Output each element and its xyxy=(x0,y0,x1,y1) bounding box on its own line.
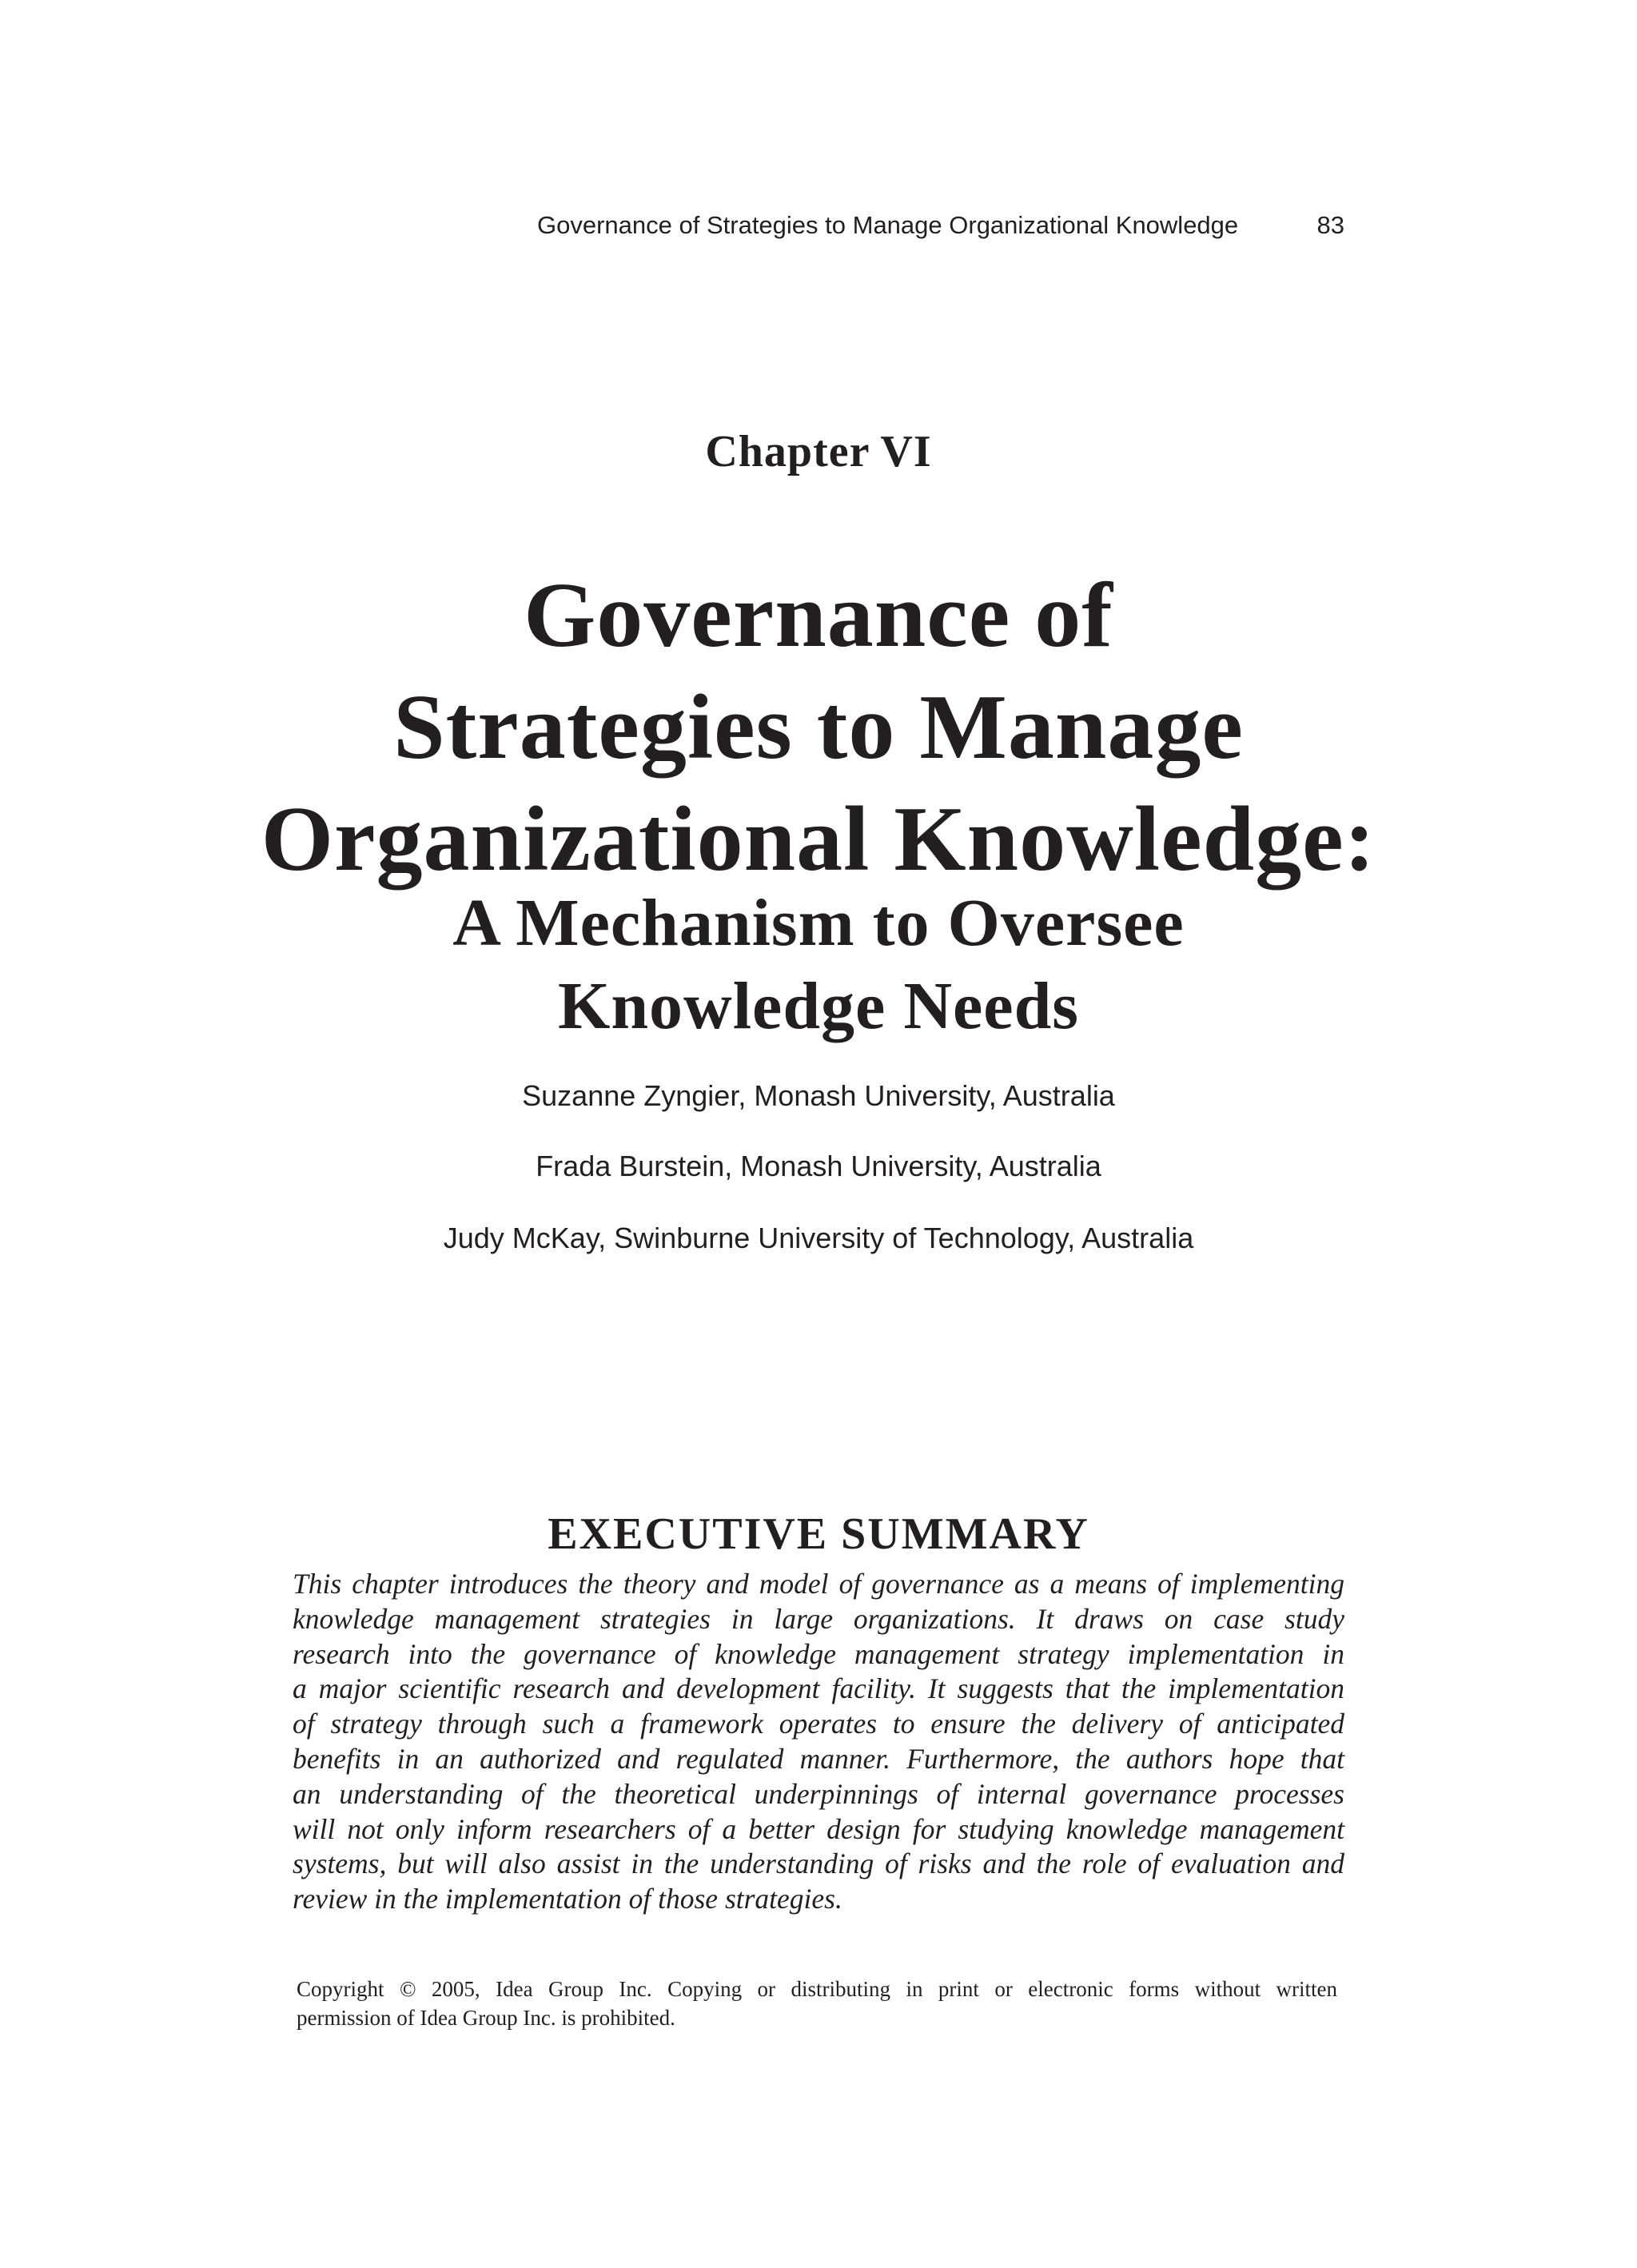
subtitle-line: Knowledge Needs xyxy=(558,969,1079,1043)
copyright-line: Copyright © 2005, Idea Group Inc. Copying or distributing in print or electronic forms without written xyxy=(297,1977,1337,2001)
title-line: Organizational Knowledge: xyxy=(261,788,1376,891)
summary-line: an understanding of the theoretical underpinnings of internal governance processes xyxy=(293,1777,1344,1810)
author-line: Frada Burstein, Monash University, Australia xyxy=(536,1150,1101,1182)
summary-line: of strategy through such a framework operates to ensure the delivery of anticipated xyxy=(293,1708,1344,1740)
summary-line: research into the governance of knowledge management strategy implementation in xyxy=(293,1637,1344,1670)
chapter-label: Chapter VI xyxy=(705,427,932,476)
summary-line: benefits in an authorized and regulated manner. Furthermore, the authors hope that xyxy=(293,1742,1344,1775)
author-line: Judy McKay, Swinburne University of Technology, Australia xyxy=(443,1222,1194,1254)
summary-line: will not only inform researchers of a better design for studying knowledge management xyxy=(293,1812,1344,1845)
running-head-title: Governance of Strategies to Manage Organizational Knowledge xyxy=(537,211,1239,239)
chapter-subtitle xyxy=(0,882,1637,1048)
summary-line: knowledge management strategies in large organizations. It draws on case study xyxy=(293,1602,1344,1635)
chapter-title xyxy=(0,560,1637,895)
running-head xyxy=(537,209,1344,241)
copyright-line: permission of Idea Group Inc. is prohibited. xyxy=(297,2006,675,2030)
executive-summary-text xyxy=(293,1567,1344,1917)
summary-line: review in the implementation of those strategies. xyxy=(293,1883,842,1915)
page-number: 83 xyxy=(1316,211,1344,239)
subtitle-line: A Mechanism to Oversee xyxy=(452,886,1185,960)
summary-line: systems, but will also assist in the understanding of risks and the role of evaluation and xyxy=(293,1847,1344,1880)
author-line: Suzanne Zyngier, Monash University, Australia xyxy=(522,1079,1115,1112)
copyright-notice xyxy=(297,1975,1337,2032)
summary-line: This chapter introduces the theory and model of governance as a means of implementing xyxy=(293,1568,1344,1600)
title-line: Strategies to Manage xyxy=(393,676,1244,779)
summary-line: a major scientific research and development facility. It suggests that the implementation xyxy=(293,1672,1344,1705)
title-line: Governance of xyxy=(524,564,1113,667)
executive-summary-heading: EXECUTIVE SUMMARY xyxy=(548,1509,1089,1559)
